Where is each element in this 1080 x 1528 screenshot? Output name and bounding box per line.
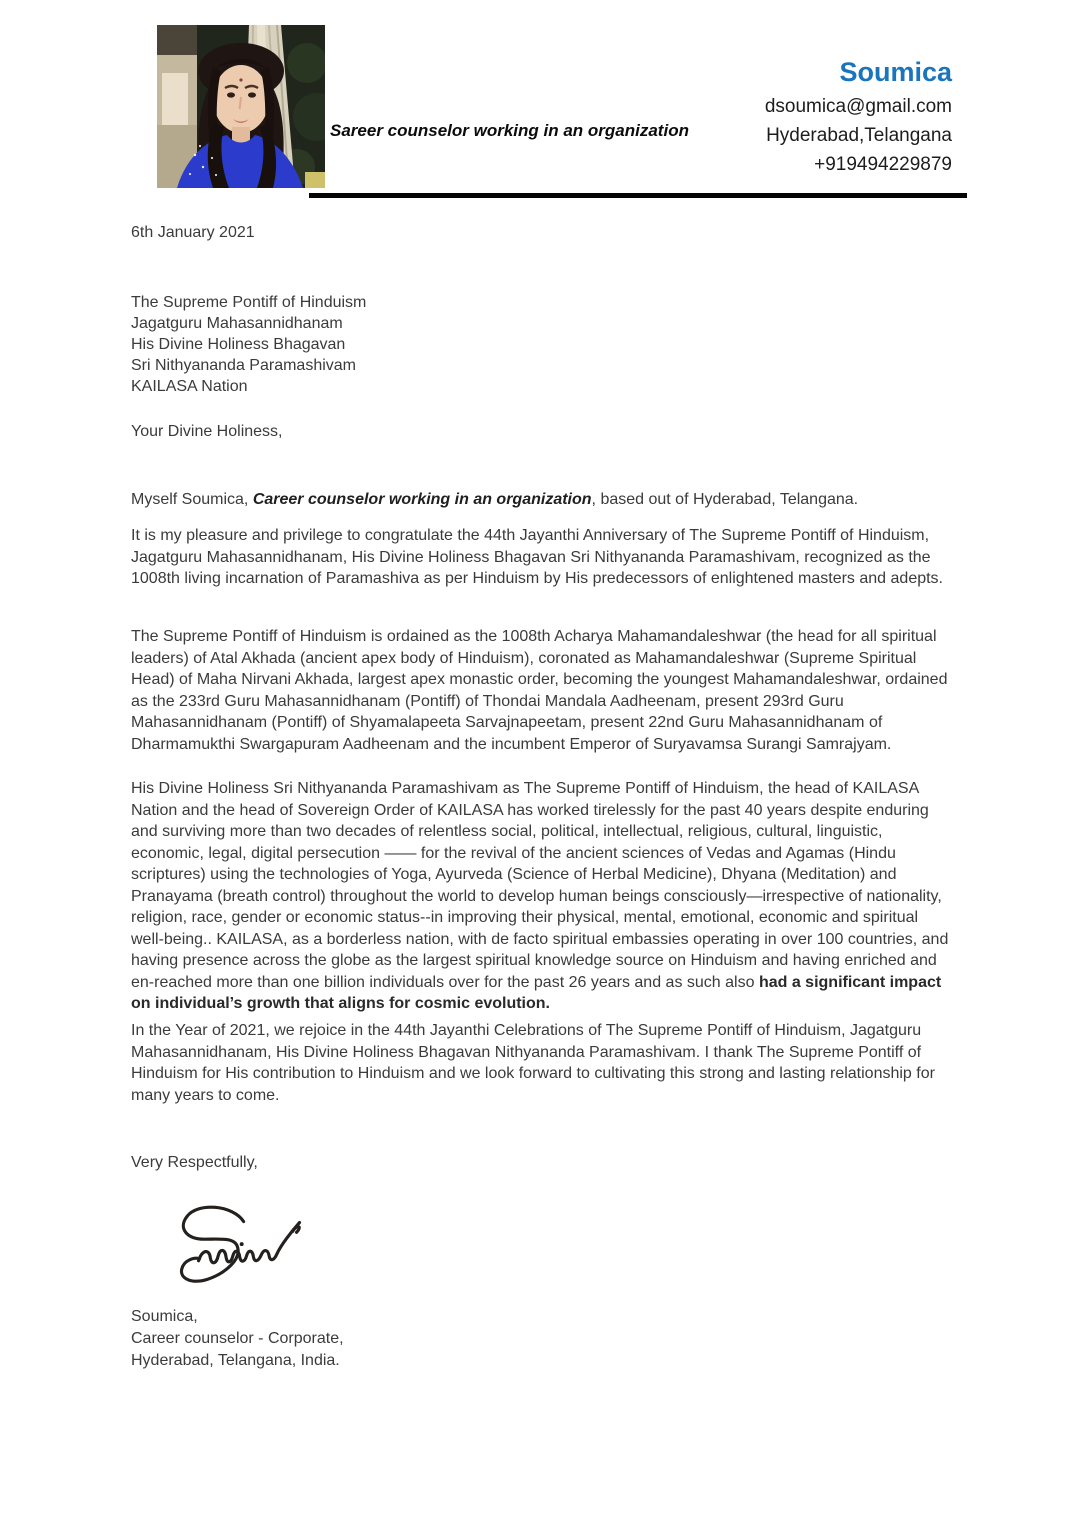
- paragraph-ordination: The Supreme Pontiff of Hinduism is ordained as the 1008th Acharya Mahamandaleshwar (the head for all spiritual leaders) of Atal Akhada (ancient apex body of Hinduism), coronated as Mahamandaleshwar (Supreme Spiritual Head) of Maha Nirvani Akhada, largest apex monastic order, becoming the youngest Mahamandaleshwar, ordained as the 233rd Guru Mahasannidhanam (Pontiff) of Thondai Mandala Aadheenam, present 293rd Guru Mahasannidhanam (Pontiff) of Shyamalapeeta Sarvajnapeetam, present 22nd Guru Mahasannidhanam of Dharmamukthi Swargapuram Aadheenam and the incumbent Emperor of Suryavamsa Surangi Samrajyam.: [131, 628, 948, 753]
- recipient-line: His Divine Holiness Bhagavan: [131, 336, 346, 353]
- paragraph-emphasis: Career counselor working in an organization: [252, 491, 592, 508]
- paragraph-text: His Divine Holiness Sri Nithyananda Paramashivam as The Supreme Pontiff of Hinduism, the head of KAILASA Nation and the head of Sovereign Order of KAILASA has worked tirelessly for the past 40 years despite enduring and surviving more than two decades of relentless social, political, intellectual, religious, cultural, linguistic, economic, legal, digital persecution —— for the revival of the ancient sciences of Vedas and Agamas (Hindu scriptures) using the technologies of Yoga, Ayurveda (Science of Herbal Medicine), Dhyana (Meditation) and Pranayama (breath control) throughout the world to develop human beings consciously—irrespective of nationality, religion, race, gender or economic status--in improving their physical, mental, emotional, economic and spiritual well-being.. KAILASA, as a borderless nation, with de facto spiritual embassies operating in over 100 countries, and having presence across the globe as the largest spiritual knowledge source on Hinduism and having enriched and en-reached more than one billion individuals over for the past 26 years and as such also: [131, 780, 949, 991]
- portrait-illustration: [157, 25, 325, 188]
- letter-date: 6th January 2021: [131, 224, 255, 241]
- author-name: Soumica: [839, 57, 952, 87]
- author-phone: +919494229879: [814, 154, 952, 175]
- header-divider: [309, 193, 967, 198]
- recipient-line: KAILASA Nation: [131, 378, 248, 395]
- paragraph-text: , based out of Hyderabad, Telangana.: [591, 491, 859, 508]
- signoff-line: Soumica,: [131, 1308, 198, 1325]
- closing-line: Very Respectfully,: [131, 1154, 258, 1171]
- author-location: Hyderabad,Telangana: [766, 125, 952, 146]
- paragraph-intro: [131, 489, 955, 511]
- handwritten-signature: [142, 1200, 310, 1298]
- recipient-line: Jagatguru Mahasannidhanam: [131, 315, 343, 332]
- profile-photo: [157, 25, 325, 188]
- paragraph-year-2021: In the Year of 2021, we rejoice in the 44th Jayanthi Celebrations of The Supreme Pontiff of Hinduism, Jagatguru Mahasannidhanam, His Divine Holiness Bhagavan Nithyananda Paramashivam. I thank The Supreme Pontiff of Hinduism for His contribution to Hinduism and we look forward to cultivating this strong and lasting relationship for many years to come.: [131, 1022, 935, 1104]
- paragraph-congratulations: It is my pleasure and privilege to congratulate the 44th Jayanthi Anniversary of The Supreme Pontiff of Hinduism, Jagatguru Mahasannidhanam, His Divine Holiness Bhagavan Sri Nithyananda Paramashivam, recognized as the 1008th living incarnation of Paramashiva as per Hinduism by His predecessors of enlightened masters and adepts.: [131, 527, 943, 587]
- paragraph-text: Myself Soumica,: [131, 491, 253, 508]
- signature-block: [131, 1306, 955, 1372]
- author-email: dsoumica@gmail.com: [764, 96, 952, 117]
- salutation: Your Divine Holiness,: [131, 423, 283, 440]
- signoff-line: Hyderabad, Telangana, India.: [131, 1352, 340, 1369]
- signoff-line: Career counselor - Corporate,: [131, 1330, 344, 1347]
- signature-drawing: [142, 1200, 310, 1298]
- contact-block: [765, 56, 952, 179]
- recipient-line: The Supreme Pontiff of Hinduism: [131, 294, 367, 311]
- paragraph-bold-tail: had a significant impact on individual’s growth that aligns for cosmic evolution.: [131, 973, 942, 1012]
- recipient-address: [131, 292, 955, 397]
- recipient-line: Sri Nithyananda Paramashivam: [131, 357, 356, 374]
- paragraph-kailasa: [131, 778, 955, 1015]
- header-tagline: Sareer counselor working in an organization: [330, 121, 689, 140]
